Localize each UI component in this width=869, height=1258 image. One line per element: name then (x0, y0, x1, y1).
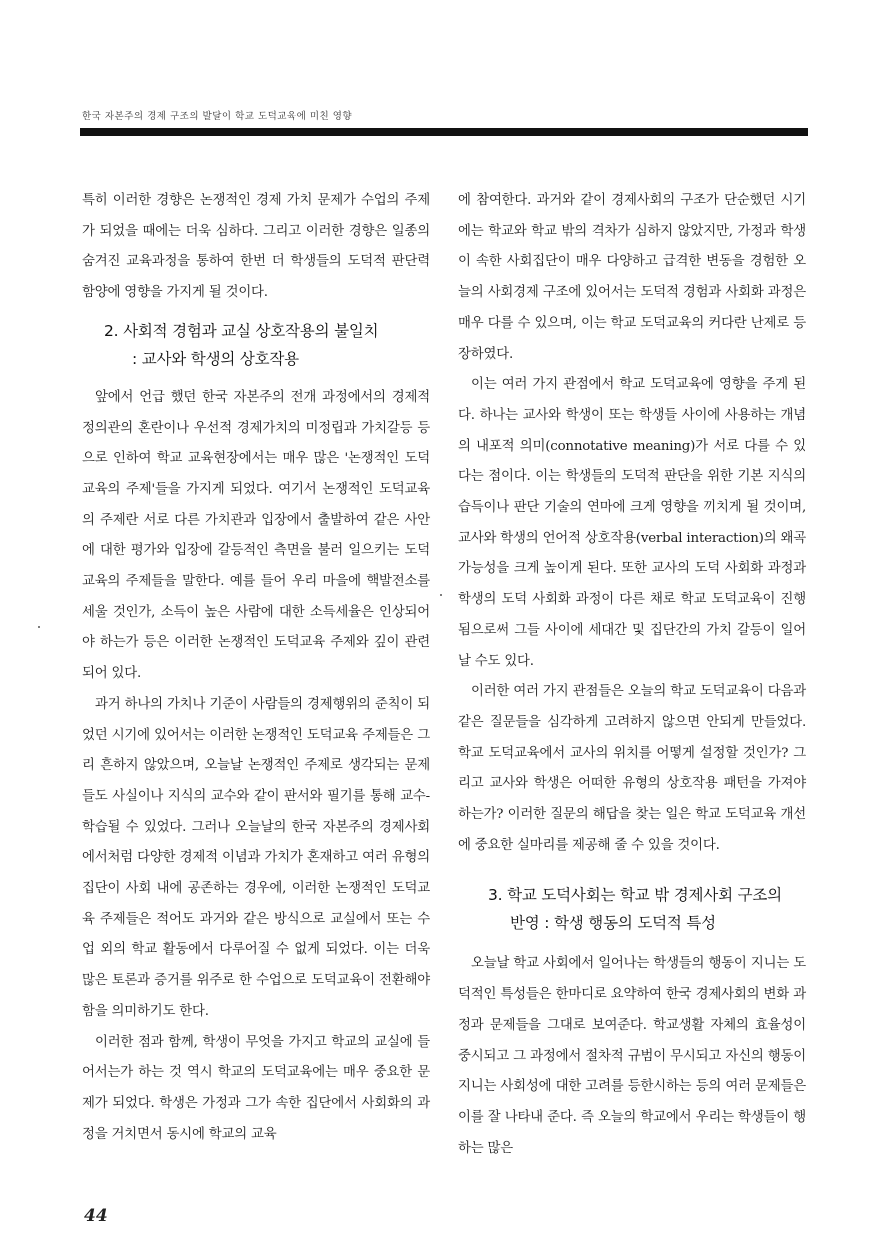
section-3-heading-line-2: 반영 : 학생 행동의 도덕적 특성 (510, 914, 716, 933)
right-paragraph-3: 이러한 여러 가지 관점들은 오늘의 학교 도덕교육이 다음과 같은 질문들을 심각하게 고려하지 않으면 안되게 만들었다. 학교 도덕교육에서 교사의 위치를 어떻게 설정할 것인가? 그리고 교사와 학생은 어떠한 유형의 상호작용 패턴을 가져야 하는가? 이러한 질문의 해답을 찾는 일은 학교 도덕교육 개선에 중요한 실마리를 제공해 줄 수 있을 것이다. (458, 684, 806, 853)
section-2-heading-line-2: : 교사와 학생의 상호작용 (132, 349, 299, 368)
right-paragraph-2: 이는 여러 가지 관점에서 학교 도덕교육에 영향을 주게 된다. 하나는 교사와 학생이 또는 학생들 사이에 사용하는 개념의 내포적 의미(connotative meaning)가 서로 다를 수 있다는 점이다. 이는 학생들의 도덕적 판단을 위한 기본 지식의 습득이나 판단 기술의 연마에 크게 영향을 끼치게 될 것이며, 교사와 학생의 언어적 상호작용(verbal interaction)의 왜곡 가능성을 크게 높이게 된다. 또한 교사의 도덕 사회화 과정과 학생의 도덕 사회화 과정이 다른 채로 학교 도덕교육이 진행됨으로써 그들 사이에 세대간 및 집단간의 가치 갈등이 일어날 수도 있다. (458, 377, 806, 669)
section-2-heading-line-1: 2. 사회적 경험과 교실 상호작용의 불일치 (104, 321, 379, 340)
section-2-heading (82, 317, 430, 373)
header-rule (80, 128, 808, 136)
left-column (82, 186, 430, 1150)
left-paragraph-3: 과거 하나의 가치나 기준이 사람들의 경제행위의 준칙이 되었던 시기에 있어서는 이러한 논쟁적인 도덕교육 주제들은 그리 흔하지 않았으며, 오늘날 논쟁적인 주제로 생각되는 문제들도 사실이나 지식의 교수와 같이 판서와 필기를 통해 교수-학습될 수 있었다. 그러나 오늘날의 한국 자본주의 경제사회에서처럼 다양한 경제적 이념과 가치가 혼재하고 여러 유형의 집단이 사회 내에 공존하는 경우에, 이러한 논쟁적인 도덕교육 주제들은 적어도 과거와 같은 방식으로 교실에서 또는 수업 외의 학교 활동에서 다루어질 수 없게 되었다. 이는 더욱 많은 토론과 증거를 위주로 한 수업으로 도덕교육이 전환해야 함을 의미하기도 한다. (82, 696, 430, 1019)
right-paragraph-1: 에 참여한다. 과거와 같이 경제사회의 구조가 단순했던 시기에는 학교와 학교 밖의 격차가 심하지 않았지만, 가정과 학생이 속한 사회집단이 매우 다양하고 급격한 변동을 경험한 오늘의 사회경제 구조에 있어서는 도덕적 경험과 사회화 과정은 매우 다를 수 있으며, 이는 학교 도덕교육의 커다란 난제로 등장하였다. (458, 193, 806, 362)
section-3-heading-line-1: 3. 학교 도덕사회는 학교 밖 경제사회 구조의 (488, 886, 782, 905)
left-paragraph-2: 앞에서 언급 했던 한국 자본주의 전개 과정에서의 경제적 정의관의 혼란이나 우선적 경제가치의 미정립과 가치갈등 등으로 인하여 학교 교육현장에서는 매우 많은 '논쟁적인 도덕교육의 주제'들을 가지게 되었다. 여기서 논쟁적인 도덕교육의 주제란 서로 다른 가치관과 입장에서 출발하여 같은 사안에 대한 평가와 입장에 갈등적인 측면을 불러 일으키는 도덕교육의 주제들을 말한다. 예를 들어 우리 마을에 핵발전소를 세울 것인가, 소득이 높은 사람에 대한 소득세율은 인상되어야 하는가 등은 이러한 논쟁적인 도덕교육 주제와 깊이 관련되어 있다. (82, 389, 430, 682)
running-head: 한국 자본주의 경제 구조의 발달이 학교 도덕교육에 미친 영향 (82, 111, 353, 122)
right-column (458, 186, 806, 1164)
scan-speck (440, 594, 442, 596)
left-paragraph-4: 이러한 점과 함께, 학생이 무엇을 가지고 학교의 교실에 들어서는가 하는 것 역시 학교의 도덕교육에는 매우 중요한 문제가 되었다. 학생은 가정과 그가 속한 집단에서 사회화의 과정을 거치면서 동시에 학교의 교육 (82, 1034, 430, 1142)
scan-speck (38, 626, 40, 628)
left-paragraph-1: 특히 이러한 경향은 논쟁적인 경제 가치 문제가 수업의 주제가 되었을 때에는 더욱 심하다. 그리고 이러한 경향은 일종의 숨겨진 교육과정을 통하여 한번 더 학생들의 도덕적 판단력 함양에 영향을 가지게 될 것이다. (82, 193, 430, 301)
section-3-heading (458, 881, 806, 937)
page-number: 44 (84, 1206, 108, 1226)
right-paragraph-4: 오늘날 학교 사회에서 일어나는 학생들의 행동이 지니는 도덕적인 특성들은 한마디로 요약하여 한국 경제사회의 변화 과정과 문제들을 그대로 보여준다. 학교생활 자체의 효율성이 중시되고 그 과정에서 절차적 규범이 무시되고 자신의 행동이 지니는 사회성에 대한 고려를 등한시하는 등의 여러 문제들은 이를 잘 나타내 준다. 즉 오늘의 학교에서 우리는 학생들이 행하는 많은 (458, 956, 806, 1156)
